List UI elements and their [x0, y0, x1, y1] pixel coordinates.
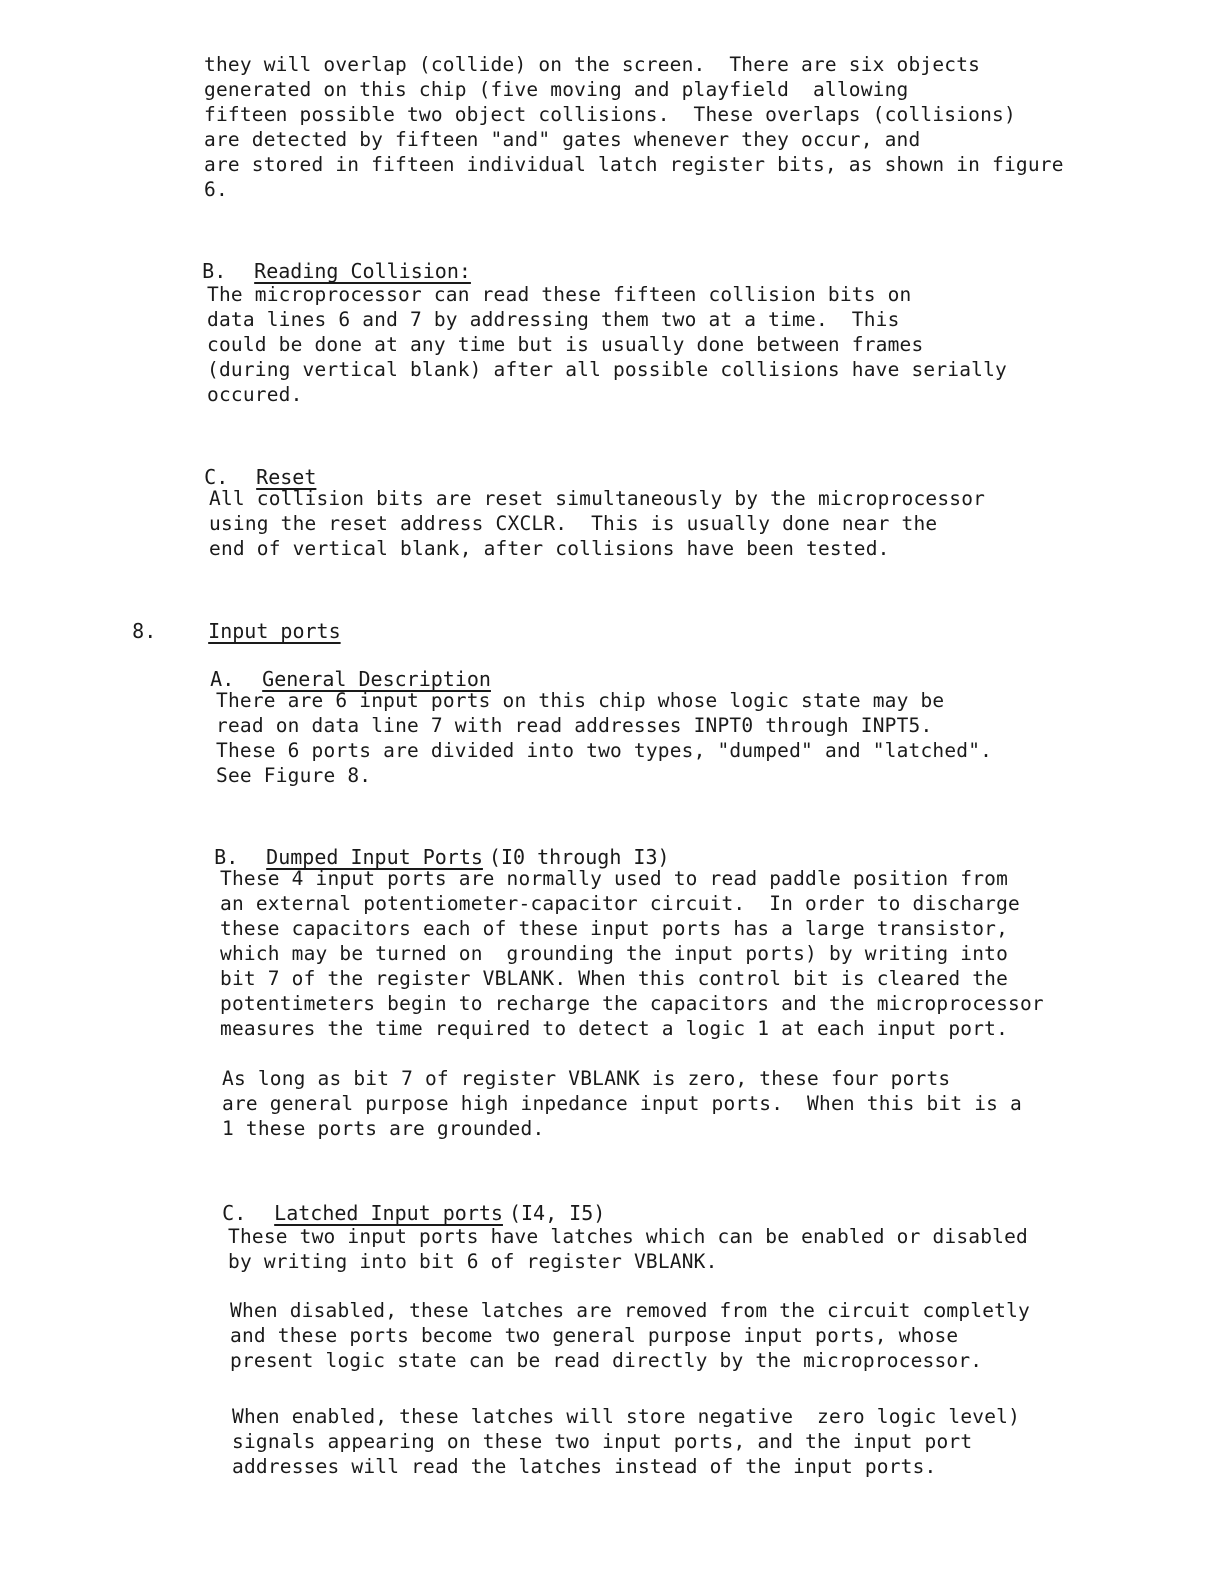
intro-line: are detected by fifteen "and" gates whenever they occur, and: [204, 128, 921, 151]
dumped-input-paragraph-1: [220, 866, 1044, 1041]
body-line: measures the time required to detect a logic 1 at each input port.: [220, 1017, 1009, 1040]
body-line: When enabled, these latches will store negative zero logic level): [232, 1405, 1021, 1428]
body-line: (during vertical blank) after all possible collisions have serially: [207, 358, 1007, 381]
section-title: Input ports: [208, 619, 341, 643]
body-line: signals appearing on these two input ports, and the input port: [232, 1430, 973, 1453]
intro-line: fifteen possible two object collisions. These overlaps (collisions): [204, 103, 1016, 126]
body-line: occured.: [207, 383, 303, 406]
body-line: which may be turned on grounding the input ports) by writing into: [220, 942, 1009, 965]
body-line: All collision bits are reset simultaneously by the microprocessor: [209, 487, 986, 510]
body-line: end of vertical blank, after collisions have been tested.: [209, 537, 890, 560]
body-line: There are 6 input ports on this chip whose logic state may be: [216, 689, 945, 712]
body-line: by writing into bit 6 of register VBLANK.: [228, 1250, 718, 1273]
body-line: potentimeters begin to recharge the capacitors and the microprocessor: [220, 992, 1044, 1015]
body-line: an external potentiometer-capacitor circuit. In order to discharge: [220, 892, 1020, 915]
intro-line: generated on this chip (five moving and playfield allowing: [204, 78, 909, 101]
section-title-suffix: (I0 through I3): [488, 845, 670, 869]
section-title: Reading Collision:: [254, 259, 471, 283]
body-line: The microprocessor can read these fifteen collision bits on: [207, 283, 912, 306]
dumped-input-paragraph-2: [222, 1066, 1022, 1141]
body-line: 1 these ports are grounded.: [222, 1117, 545, 1140]
body-line: bit 7 of the register VBLANK. When this control bit is cleared the: [220, 967, 1009, 990]
body-line: These 6 ports are divided into two types, "dumped" and "latched".: [216, 739, 993, 762]
section-marker: 8.: [132, 619, 157, 643]
body-line: could be done at any time but is usually done between frames: [207, 333, 924, 356]
section-marker: B.: [202, 259, 227, 283]
section-marker: B.: [214, 845, 239, 869]
body-line: These 4 input ports are normally used to read paddle position from: [220, 867, 1009, 890]
section-marker: A.: [210, 667, 235, 691]
section-marker: C.: [204, 465, 229, 489]
body-line: As long as bit 7 of register VBLANK is zero, these four ports: [222, 1067, 951, 1090]
body-line: these capacitors each of these input ports has a large transistor,: [220, 917, 1009, 940]
latched-input-paragraph-1: [228, 1224, 1028, 1274]
section-title-suffix: (I4, I5): [508, 1201, 606, 1225]
section-title: General Description: [262, 667, 491, 691]
body-line: See Figure 8.: [216, 764, 372, 787]
latched-input-paragraph-2: [230, 1298, 1030, 1373]
section-marker: C.: [222, 1201, 247, 1225]
intro-line: are stored in fifteen individual latch register bits, as shown in figure: [204, 153, 1064, 176]
body-line: and these ports become two general purpose input ports, whose: [230, 1324, 959, 1347]
intro-line: they will overlap (collide) on the screen. There are six objects: [204, 53, 981, 76]
body-line: These two input ports have latches which can be enabled or disabled: [228, 1225, 1028, 1248]
body-line: When disabled, these latches are removed from the circuit completly: [230, 1299, 1030, 1322]
reset-paragraph: [209, 486, 985, 561]
body-line: are general purpose high inpedance input ports. When this bit is a: [222, 1092, 1022, 1115]
body-line: present logic state can be read directly by the microprocessor.: [230, 1349, 983, 1372]
body-line: addresses will read the latches instead of the input ports.: [232, 1455, 937, 1478]
body-line: using the reset address CXCLR. This is usually done near the: [209, 512, 938, 535]
body-line: data lines 6 and 7 by addressing them two at a time. This: [207, 308, 900, 331]
section-title: Latched Input ports: [274, 1201, 503, 1225]
body-line: read on data line 7 with read addresses INPT0 through INPT5.: [216, 714, 933, 737]
reading-collision-paragraph: [207, 282, 1007, 407]
latched-input-paragraph-3: [232, 1404, 1020, 1479]
section-title: Dumped Input Ports: [266, 845, 483, 869]
general-description-paragraph: [216, 688, 992, 788]
intro-line: 6.: [204, 178, 228, 201]
intro-paragraph: [204, 52, 1064, 202]
section-title: Reset: [256, 465, 317, 489]
